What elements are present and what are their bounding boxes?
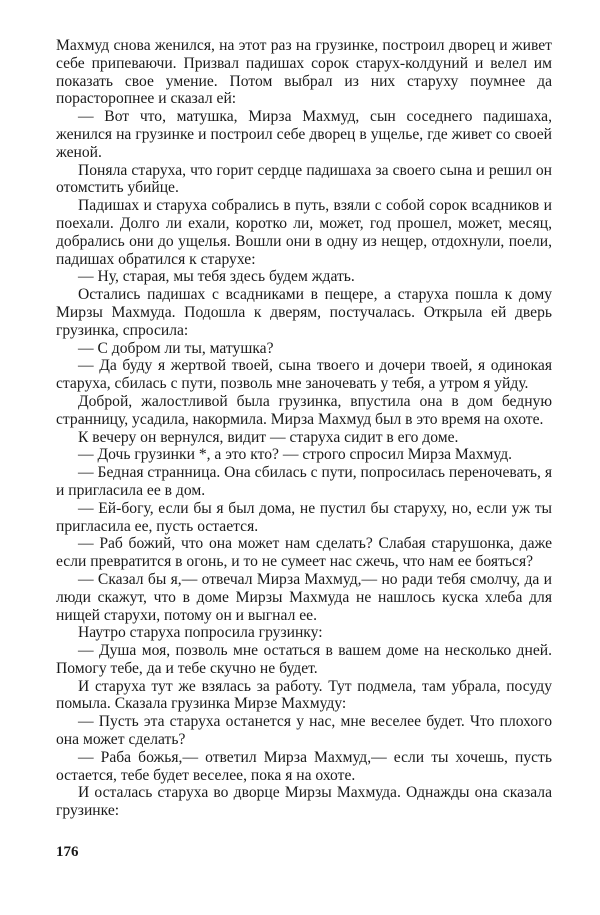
paragraph: Падишах и старуха собрались в путь, взяли с собой сорок всадников и поехали. Долго ли ехали, коротко ли, может, год прошел, может, месяц, добрались они до ущелья. Вошли они в одну из нещер, отдохнули, поели, падишах обратился к старухе: <box>56 197 552 268</box>
paragraph: К вечеру он вернулся, видит — старуха сидит в его доме. <box>78 428 459 446</box>
paragraph: — Бедная странница. Она сбилась с пути, попросилась переночевать, я и пригласила ее в дом. <box>56 464 552 499</box>
paragraph: Махмуд снова женился, на этот раз на грузинке, построил дворец и живет себе припеваючи. Призвал падишах сорок старух-колдуний и велел им показать свое умение. Потом выбрал из них старуху поумнее да порасторопнее и сказал ей: <box>56 37 552 108</box>
body-text <box>56 37 552 820</box>
page-number: 176 <box>56 844 79 860</box>
paragraph: Остались падишах с всадниками в пещере, а старуха пошла к дому Мирзы Махмуда. Подошла к дверям, постучалась. Открыла ей дверь грузинка, спросила: <box>56 286 552 339</box>
paragraph: — Ну, старая, мы тебя здесь будем ждать. <box>78 268 355 286</box>
paragraph: Наутро старуха попросила грузинку: <box>78 624 323 642</box>
paragraph: И осталась старуха во дворце Мирзы Махмуда. Однажды она сказала грузинке: <box>56 784 552 820</box>
paragraph: — Раба божья,— ответил Мирза Махмуд,— если ты хочешь, пусть остается, тебе будет веселее, пока я на охоте. <box>56 748 552 784</box>
paragraph: — Дочь грузинки *, а это кто? — строго спросил Мирза Махмуд. <box>78 446 513 464</box>
paragraph: — Вот что, матушка, Мирза Махмуд, сын соседнего падишаха, женился на грузинке и построил себе дворец в ущелье, где живет со своей женой. <box>56 108 552 161</box>
paragraph: — Пусть эта старуха останется у нас, мне веселее будет. Что плохого она может сделать? <box>56 713 552 749</box>
paragraph: Поняла старуха, что горит сердце падишаха за своего сына и решил он отомстить убийце. <box>56 161 552 197</box>
paragraph: — Душа моя, позволь мне остаться в вашем доме на несколько дней. Помогу тебе, да и тебе скучно не будет. <box>56 642 552 677</box>
paragraph: — С добром ли ты, матушка? <box>78 339 274 357</box>
paragraph: — Ей-богу, если бы я был дома, не пустил бы старуху, но, если уж ты пригласила ее, пусть остается. <box>56 499 552 535</box>
paragraph: — Раб божий, что она может нам сделать? Слабая старушонка, даже если превратится в огонь, и то не сумеет нас сжечь, что нам ее бояться? <box>56 535 552 571</box>
paragraph: — Да буду я жертвой твоей, сына твоего и дочери твоей, я одинокая старуха, сбилась с пути, позволь мне заночевать у тебя, а утром я уйду. <box>56 357 552 393</box>
paragraph: И старуха тут же взялась за работу. Тут подмела, там убрала, посуду помыла. Сказала грузинка Мирзе Махмуду: <box>56 677 552 713</box>
paragraph: — Сказал бы я,— отвечал Мирза Махмуд,— но ради тебя смолчу, да и люди скажут, что в доме Мирзы Махмуда не нашлось куска хлеба для нищей старухи, потому он и выгнал ее. <box>56 570 552 624</box>
paragraph: Доброй, жалостливой была грузинка, впустила она в дом бедную странницу, усадила, накормила. Мирза Махмуд был в это время на охоте. <box>56 392 552 428</box>
